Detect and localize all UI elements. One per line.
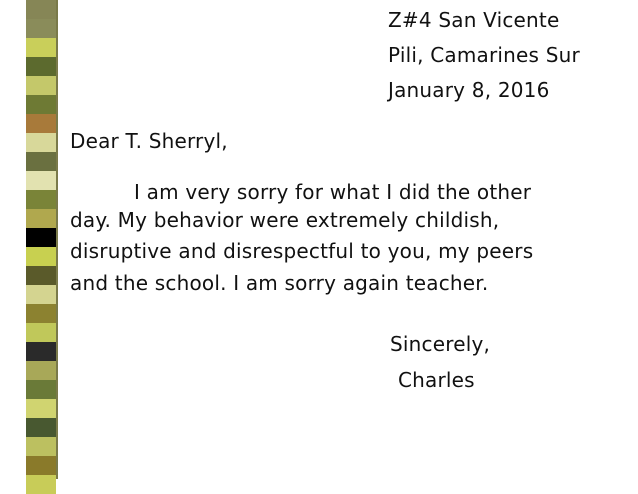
stripe-block <box>26 190 56 209</box>
body-line-3: disruptive and disrespectful to you, my peers <box>70 239 534 263</box>
body-line-2: day. My behavior were extremely childish, <box>70 208 500 232</box>
stripe-block <box>26 247 56 266</box>
decorative-stripe-bar <box>26 0 58 479</box>
stripe-block <box>26 342 56 361</box>
stripe-block <box>26 475 56 494</box>
stripe-block <box>26 228 56 247</box>
stripe-block <box>26 0 56 19</box>
stripe-block <box>26 95 56 114</box>
stripe-block <box>26 57 56 76</box>
stripe-block <box>26 399 56 418</box>
stripe-block <box>26 437 56 456</box>
closing: Sincerely, <box>390 332 491 356</box>
signature: Charles <box>398 368 475 392</box>
stripe-block <box>26 152 56 171</box>
salutation: Dear T. Sherryl, <box>70 129 228 153</box>
address-line-1: Z#4 San Vicente <box>388 8 560 32</box>
stripe-block <box>26 76 56 95</box>
letter-date: January 8, 2016 <box>388 78 550 102</box>
stripe-block <box>26 418 56 437</box>
stripe-block <box>26 19 56 38</box>
address-line-2: Pili, Camarines Sur <box>388 43 580 67</box>
stripe-block <box>26 266 56 285</box>
body-line-1: I am very sorry for what I did the other <box>134 180 532 204</box>
stripe-block <box>26 114 56 133</box>
stripe-block <box>26 133 56 152</box>
stripe-block <box>26 304 56 323</box>
stripe-block <box>26 456 56 475</box>
body-line-4: and the school. I am sorry again teacher. <box>70 271 489 295</box>
stripe-block <box>26 171 56 190</box>
stripe-block <box>26 380 56 399</box>
stripe-block <box>26 285 56 304</box>
stripe-block <box>26 361 56 380</box>
stripe-block <box>26 323 56 342</box>
stripe-block <box>26 209 56 228</box>
stripe-block <box>26 38 56 57</box>
